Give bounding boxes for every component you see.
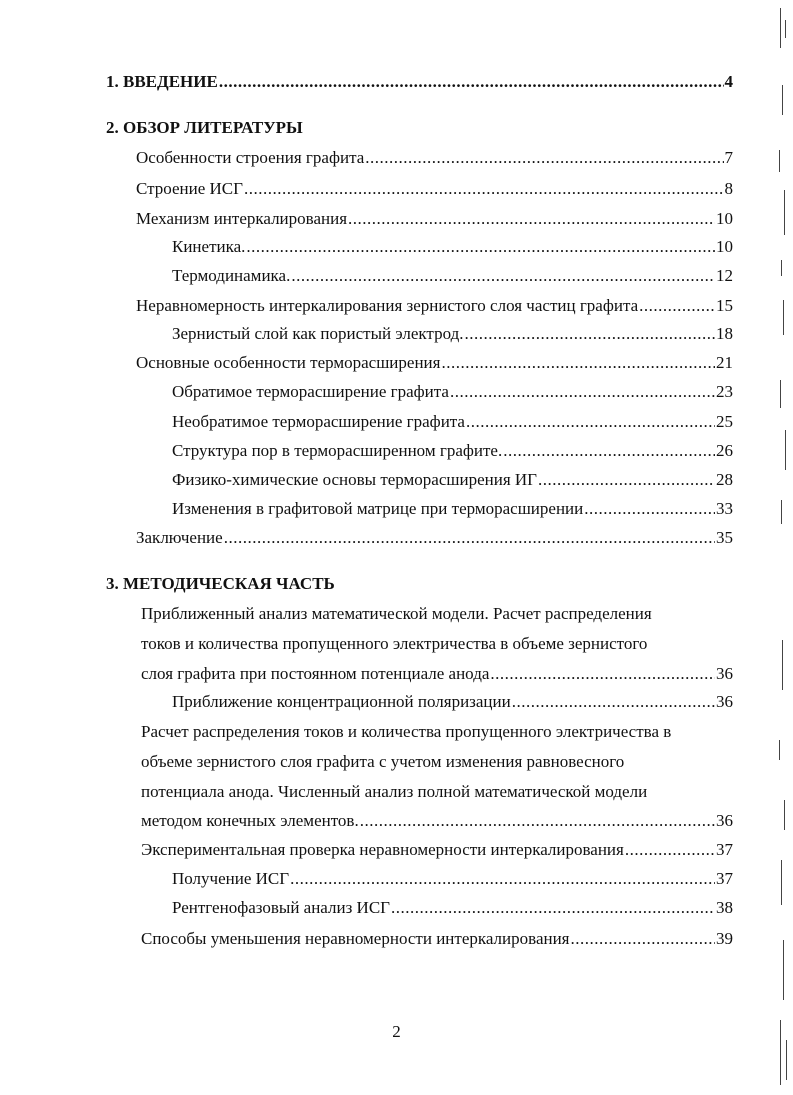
leader-dots (538, 470, 715, 490)
toc-entry-text: Расчет распределения токов и количества пропущенного электричества в (141, 722, 672, 741)
toc-page-number: 35 (716, 528, 733, 547)
section-heading-literature: 2. ОБЗОР ЛИТЕРАТУРЫ (106, 118, 303, 137)
toc-label: Строение ИСГ (136, 179, 243, 198)
toc-entry[interactable] (172, 692, 733, 712)
leader-dots (625, 840, 715, 860)
toc-label: Особенности строения графита (136, 148, 365, 167)
toc-page-number: 38 (716, 898, 733, 917)
toc-label: Изменения в графитовой матрице при терморасширении (172, 499, 584, 518)
toc-entry[interactable] (136, 353, 733, 373)
toc-label: Обратимое терморасширение графита (172, 382, 449, 401)
toc-entry[interactable] (141, 840, 733, 860)
toc-entry[interactable] (172, 382, 733, 402)
toc-page-number: 36 (716, 811, 733, 830)
toc-page-number: 12 (716, 266, 733, 285)
leader-dots (464, 324, 715, 344)
toc-entry-text: объеме зернистого слоя графита с учетом изменения равновесного (141, 752, 625, 771)
toc-page-number: 39 (716, 929, 733, 948)
toc-entry[interactable] (172, 324, 733, 344)
toc-label: Механизм интеркалирования (136, 209, 348, 228)
leader-dots (503, 441, 715, 461)
leader-dots (450, 382, 715, 402)
toc-entry-model1[interactable] (141, 664, 733, 684)
toc-page-number: 7 (724, 148, 733, 167)
toc-entry[interactable] (141, 929, 733, 949)
toc-entry[interactable] (172, 470, 733, 490)
leader-dots (571, 929, 715, 949)
toc-entry-conclusion[interactable] (136, 528, 733, 548)
toc-entry-text: токов и количества пропущенного электричества в объеме зернистого (141, 634, 648, 653)
toc-label: методом конечных элементов. (141, 811, 359, 830)
toc-label: Термодинамика. (172, 266, 291, 285)
toc-label: Физико-химические основы терморасширения ИГ (172, 470, 538, 489)
toc-entry[interactable] (136, 179, 733, 199)
toc-label: Заключение (136, 528, 223, 547)
toc-entry[interactable] (172, 441, 733, 461)
leader-dots (584, 499, 715, 519)
toc-entry-model2[interactable] (141, 811, 733, 831)
toc-entry-text: Приближенный анализ математической модели. Расчет распределения (141, 604, 652, 623)
toc-page-number: 10 (716, 209, 733, 228)
toc-entry[interactable] (172, 898, 733, 918)
toc-page-number: 21 (716, 353, 733, 372)
toc-label: Способы уменьшения неравномерности интеркалирования (141, 929, 570, 948)
toc-entry-introduction[interactable] (106, 72, 733, 92)
leader-dots (512, 692, 715, 712)
toc-page-number: 33 (716, 499, 733, 518)
leader-dots (291, 266, 715, 286)
leader-dots (290, 869, 715, 889)
toc-page-number: 8 (724, 179, 733, 198)
toc-entry[interactable] (172, 869, 733, 889)
toc-label: Необратимое терморасширение графита (172, 412, 465, 431)
leader-dots (219, 72, 724, 92)
leader-dots (639, 296, 715, 316)
toc-page-number: 36 (716, 664, 733, 683)
toc-page-number: 10 (716, 237, 733, 256)
leader-dots (365, 148, 723, 168)
toc-entry[interactable] (172, 499, 733, 519)
toc-label: Неравномерность интеркалирования зернистого слоя частиц графита (136, 296, 639, 315)
toc-page-number: 15 (716, 296, 733, 315)
leader-dots (246, 237, 715, 257)
toc-entry[interactable] (136, 148, 733, 168)
scan-edge-artifact (776, 0, 793, 1095)
toc-entry[interactable] (136, 296, 733, 316)
section-heading-methods: 3. МЕТОДИЧЕСКАЯ ЧАСТЬ (106, 574, 335, 593)
toc-page-number: 26 (716, 441, 733, 460)
leader-dots (360, 811, 715, 831)
toc-page-number: 37 (716, 840, 733, 859)
toc-label: Основные особенности терморасширения (136, 353, 441, 372)
toc-page-number: 23 (716, 382, 733, 401)
leader-dots (490, 664, 715, 684)
toc-page-number: 36 (716, 692, 733, 711)
toc-page-number: 28 (716, 470, 733, 489)
leader-dots (391, 898, 715, 918)
toc-entry-text: потенциала анода. Численный анализ полной математической модели (141, 782, 648, 801)
toc-label: Зернистый слой как пористый электрод. (172, 324, 464, 343)
leader-dots (466, 412, 715, 432)
page-number: 2 (392, 1022, 401, 1041)
toc-label: Получение ИСГ (172, 869, 290, 888)
toc-label: Кинетика. (172, 237, 246, 256)
leader-dots (224, 528, 715, 548)
toc-label: Структура пор в терморасширенном графите. (172, 441, 503, 460)
leader-dots (348, 209, 715, 229)
toc-entry[interactable] (136, 209, 733, 229)
toc-page-number: 25 (716, 412, 733, 431)
toc-entry[interactable] (172, 412, 733, 432)
toc-page-number: 18 (716, 324, 733, 343)
toc-page-number: 37 (716, 869, 733, 888)
toc-label: слоя графита при постоянном потенциале анода (141, 664, 490, 683)
toc-page-number: 4 (724, 72, 733, 91)
leader-dots (244, 179, 724, 199)
toc-label: Рентгенофазовый анализ ИСГ (172, 898, 390, 917)
leader-dots (441, 353, 715, 373)
toc-label: 1. ВВЕДЕНИЕ (106, 72, 218, 91)
toc-label: Приближение концентрационной поляризации (172, 692, 511, 711)
toc-entry[interactable] (172, 266, 733, 286)
toc-entry[interactable] (172, 237, 733, 257)
toc-label: Экспериментальная проверка неравномерности интеркалирования (141, 840, 624, 859)
